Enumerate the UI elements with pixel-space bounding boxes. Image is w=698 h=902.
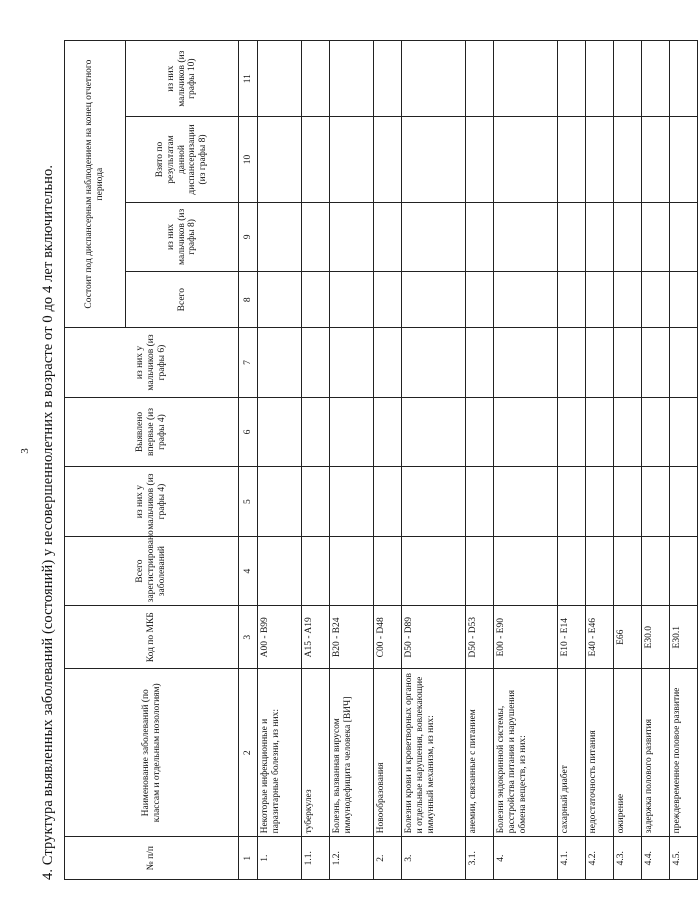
header-dispensary-boys: из них мальчиков (из графы 8) [126,202,239,272]
disease-name: ожирение [614,669,642,837]
empty-cell [670,467,698,537]
empty-cell [374,467,402,537]
column-number: 7 [239,328,258,398]
column-number: 8 [239,272,258,328]
empty-cell [642,202,670,272]
disease-name: Болезнь, вызванная вирусом иммунодефицита человека [ВИЧ] [330,669,374,837]
empty-cell [302,202,330,272]
disease-name: Некоторые инфекционные и паразитарные болезни, из них: [258,669,302,837]
empty-cell [558,536,586,606]
empty-cell [558,328,586,398]
document-title: 4. Структура выявленных заболеваний (состояний) у несовершеннолетних в возрасте от 0 до 4 лет включительно. [40,164,56,880]
empty-cell [258,272,302,328]
table-row [614,41,642,880]
empty-cell [330,272,374,328]
disease-name: Болезни крови и кроветворных органов и отдельные нарушения, вовлекающие иммунный механизм, из них: [402,669,466,837]
row-number: 3. [402,837,466,880]
icd-code: A15 - A19 [302,606,330,669]
empty-cell [258,41,302,117]
empty-cell [642,328,670,398]
empty-cell [374,328,402,398]
header-icd-code: Код по МКБ [65,606,239,669]
empty-cell [402,41,466,117]
table-row [558,41,586,880]
empty-cell [558,397,586,467]
empty-cell [330,41,374,117]
table-row [330,41,374,880]
icd-code: E00 - E90 [494,606,558,669]
icd-code: E40 - E46 [586,606,614,669]
row-number: 1. [258,837,302,880]
empty-cell [614,202,642,272]
empty-cell [614,397,642,467]
empty-cell [402,117,466,202]
empty-cell [614,536,642,606]
column-number: 1 [239,837,258,880]
empty-cell [258,397,302,467]
empty-cell [466,328,494,398]
empty-cell [494,328,558,398]
icd-code: A00 - B99 [258,606,302,669]
empty-cell [586,328,614,398]
disease-name: Болезни эндокринной системы, расстройства питания и нарушения обмена веществ, из них: [494,669,558,837]
column-number: 6 [239,397,258,467]
empty-cell [330,328,374,398]
icd-code: C00 - D48 [374,606,402,669]
row-number: 4.5. [670,837,698,880]
empty-cell [258,202,302,272]
empty-cell [466,41,494,117]
empty-cell [302,536,330,606]
disease-name: туберкулез [302,669,330,837]
empty-cell [494,202,558,272]
empty-cell [258,328,302,398]
empty-cell [494,536,558,606]
empty-cell [374,536,402,606]
column-number: 3 [239,606,258,669]
empty-cell [586,41,614,117]
empty-cell [402,536,466,606]
empty-cell [586,272,614,328]
empty-cell [558,467,586,537]
header-dispensary-group: Состоит под диспансерным наблюдением на конец отчетного периода [65,41,126,328]
row-number: 4.1. [558,837,586,880]
disease-name: задержка полового развития [642,669,670,837]
empty-cell [614,328,642,398]
empty-cell [302,41,330,117]
empty-cell [586,467,614,537]
empty-cell [614,41,642,117]
table-row [374,41,402,880]
empty-cell [642,536,670,606]
row-number: 2. [374,837,402,880]
empty-cell [374,397,402,467]
empty-cell [642,467,670,537]
column-number: 5 [239,467,258,537]
empty-cell [642,117,670,202]
empty-cell [374,41,402,117]
empty-cell [466,272,494,328]
header-number: № п/п [65,837,239,880]
row-number: 3.1. [466,837,494,880]
table-row [258,41,302,880]
empty-cell [558,41,586,117]
empty-cell [494,117,558,202]
empty-cell [374,202,402,272]
empty-cell [302,272,330,328]
empty-cell [466,467,494,537]
row-number: 1.2. [330,837,374,880]
column-number: 11 [239,41,258,117]
column-number: 4 [239,536,258,606]
empty-cell [302,328,330,398]
empty-cell [670,41,698,117]
table-row [466,41,494,880]
empty-cell [642,272,670,328]
table-row [302,41,330,880]
empty-cell [302,467,330,537]
empty-cell [586,117,614,202]
empty-cell [402,202,466,272]
empty-cell [466,397,494,467]
empty-cell [670,328,698,398]
empty-cell [558,272,586,328]
header-dispensary-taken-boys: из них мальчиков (из графы 10) [126,41,239,117]
disease-name: Новообразования [374,669,402,837]
icd-code: E66 [614,606,642,669]
row-number: 1.1. [302,837,330,880]
rotated-page-content [40,40,682,880]
icd-code: D50 - D53 [466,606,494,669]
empty-cell [670,117,698,202]
table-row [642,41,670,880]
empty-cell [330,117,374,202]
empty-cell [494,397,558,467]
icd-code: E10 - E14 [558,606,586,669]
empty-cell [614,272,642,328]
column-number: 2 [239,669,258,837]
table-row [402,41,466,880]
table-row [494,41,558,880]
empty-cell [330,536,374,606]
empty-cell [494,41,558,117]
empty-cell [466,536,494,606]
icd-code: E30.1 [670,606,698,669]
empty-cell [374,272,402,328]
empty-cell [258,117,302,202]
empty-cell [466,202,494,272]
disease-structure-table [64,40,698,880]
empty-cell [614,467,642,537]
empty-cell [258,467,302,537]
empty-cell [302,117,330,202]
empty-cell [586,536,614,606]
empty-cell [642,41,670,117]
table-row [670,41,698,880]
row-number: 4.3. [614,837,642,880]
empty-cell [586,397,614,467]
empty-cell [330,397,374,467]
empty-cell [402,272,466,328]
empty-cell [494,467,558,537]
empty-cell [402,467,466,537]
header-total-registered: Всего зарегистрировано заболеваний [65,536,239,606]
empty-cell [670,397,698,467]
header-boys-of-total: из них у мальчиков (из графы 4) [65,467,239,537]
empty-cell [402,397,466,467]
empty-cell [586,202,614,272]
empty-cell [466,117,494,202]
disease-name: преждевременное половое развитие [670,669,698,837]
header-disease-name: Наименование заболеваний (по классам и отдельным нозологиям) [65,669,239,837]
icd-code: B20 - B24 [330,606,374,669]
row-number: 4.4. [642,837,670,880]
header-dispensary-total: Всего [126,272,239,328]
row-number: 4.2. [586,837,614,880]
disease-name: недостаточность питания [586,669,614,837]
empty-cell [374,117,402,202]
page-number: 3 [18,448,31,454]
empty-cell [558,202,586,272]
icd-code: D50 - D89 [402,606,466,669]
table-row [586,41,614,880]
disease-name: сахарный диабет [558,669,586,837]
empty-cell [330,467,374,537]
header-dispensary-taken: Взято по результатам данной диспансеризации (из графы 8) [126,117,239,202]
empty-cell [330,202,374,272]
empty-cell [302,397,330,467]
disease-name: анемии, связанные с питанием [466,669,494,837]
row-number: 4. [494,837,558,880]
empty-cell [402,328,466,398]
empty-cell [670,202,698,272]
header-boys-of-first: из них у мальчиков (из графы 6) [65,328,239,398]
empty-cell [614,117,642,202]
empty-cell [258,536,302,606]
column-number: 10 [239,117,258,202]
empty-cell [558,117,586,202]
column-number: 9 [239,202,258,272]
header-first-detected: Выявлено впервые (из графы 4) [65,397,239,467]
empty-cell [670,272,698,328]
empty-cell [670,536,698,606]
icd-code: E30.0 [642,606,670,669]
empty-cell [494,272,558,328]
empty-cell [642,397,670,467]
